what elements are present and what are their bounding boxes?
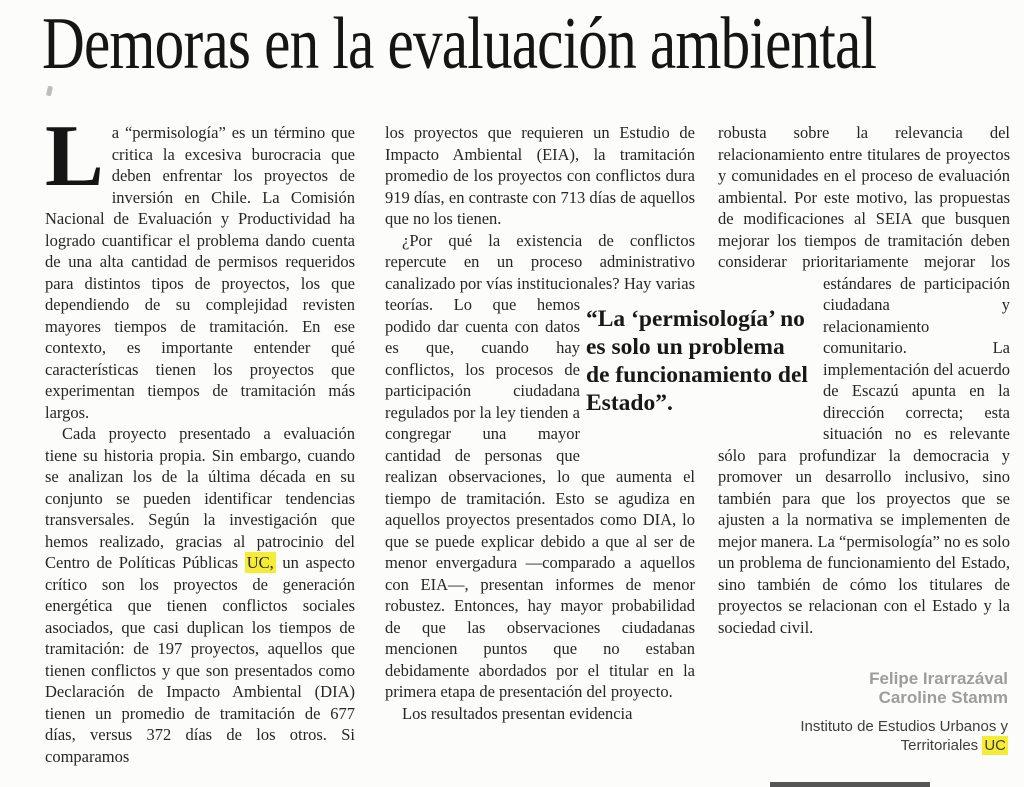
paragraph-text: varias teorías. Lo que hemos podido dar cuenta con datos es que, cuando hay conflictos, los procesos de participación ciudadana regulados por la ley tienden a congregar una mayor cantidad de personas que realizan observaciones, lo que aumenta el tiempo de tramitación. Esto se agudiza en aquellos proyectos presentados como DIA, lo que se puede explicar debido a que al ser de menor envergadura —comparado a aquellos con EIA—, presentan informes de menor robustez. Entonces, hay mayor probabilidad de que las observaciones ciudadanas mencionen puntos que no estaban debidamente abordados por el titular en la primera etapa de presentación del proyecto. bbox=[385, 273, 695, 701]
paragraph-text: los proyectos que requieren un Estudio de Impacto Ambiental (EIA), la tramitación promedio de los proyectos con conflictos dura 919 días, en contraste con 713 días de aquellos que no los tienen. bbox=[385, 123, 695, 228]
paragraph-text: robusta sobre la relevancia del relacionamiento entre titulares de proyectos y comunidades en el proceso de evaluación ambiental. Por este motivo, las propuestas de modificaciones al SEIA que busquen mejorar los tiempos de tramitación deben considerar prioritariamente mejorar los estándares de par bbox=[718, 123, 1010, 293]
paragraph-text: Los resultados presentan evidencia bbox=[402, 703, 633, 723]
paragraph-lead bbox=[45, 108, 355, 423]
lead-paragraph-text: a “permisología” es un término que critica la excesiva burocracia que deben enfrentar los proyectos de inversión en Chile. La Comisión Nacional de Evaluación y Productividad ha logrado cuantificar el problema dando cuenta de una alta cantidad de permisos requeridos para distintos tipos de proyectos, los que dependiendo de su complejidad revisten mayores tiempos de tramitación. En ese contexto, es importante entender qué características tienen los proyectos que experimentan tiempos de tramitación más largos. bbox=[45, 123, 355, 422]
paragraph-text: ticipación ciudadana y relacionamiento comunitario. La implementación del acuerdo de Escazú apunta en la dirección correcta; esta situación no es relevante sólo para profundizar la democracia y promover un desarrollo inclusivo, sino también para que los proyectos que se ajusten a la normativa se implementen de mejor manera. La “permisología” no es solo un problema de funcionamiento del Estado, sino también de cómo los titulares de proyectos se relacionan con el Estado y la sociedad civil. bbox=[718, 273, 1010, 637]
paragraph bbox=[45, 423, 355, 767]
paragraph-text: Cada proyecto presentado a evaluación tiene su historia propia. Sin embargo, cuando se analizan los de la última década en su conjunto se pueden identificar tendencias transversales. Según la investigación que hemos realizado, gracias al patrocinio del Centro de Políticas Públicas bbox=[45, 424, 355, 572]
pull-quote: “La ‘permisología’ no es solo un problema de funcionamiento del Estado”. bbox=[584, 303, 812, 421]
cropped-image-edge bbox=[770, 782, 930, 787]
author-name: Felipe Irarrazával bbox=[869, 669, 1008, 688]
paragraph-text: un aspecto crítico son los proyectos de generación energética que tienen conflictos sociales asociados, que casi duplican los tiempos de tramitación: de 197 proyectos, aquellos que tienen conflictos y que son presentados como Declaración de Impacto Ambiental (DIA) tienen un promedio de tramitación de 677 días, versus 372 días de los otros. Si comparamos bbox=[45, 553, 355, 766]
affiliation-line: Instituto de Estudios Urbanos y bbox=[800, 718, 1008, 735]
article-column-2 bbox=[385, 122, 695, 724]
highlighted-text-uc: UC, bbox=[246, 553, 274, 572]
paragraph-text: ¿Por qué la existencia de conflictos repercute en un proceso administrativo canalizado por vías institucionales? Hay bbox=[385, 230, 695, 293]
article-headline: Demoras en la evaluación ambiental bbox=[42, 3, 877, 85]
author-name: Caroline Stamm bbox=[878, 687, 1008, 707]
affiliation bbox=[800, 717, 1008, 755]
highlighted-text-uc: UC bbox=[984, 737, 1006, 754]
article-column-1 bbox=[45, 108, 355, 767]
paragraph bbox=[385, 703, 695, 725]
byline-block bbox=[800, 670, 1008, 755]
drop-cap: L bbox=[45, 108, 104, 205]
paragraph bbox=[385, 230, 695, 703]
scan-ink-artifact bbox=[46, 86, 53, 97]
paragraph bbox=[385, 122, 695, 230]
affiliation-text: Territoriales bbox=[900, 737, 983, 754]
affiliation-line bbox=[800, 736, 1008, 755]
